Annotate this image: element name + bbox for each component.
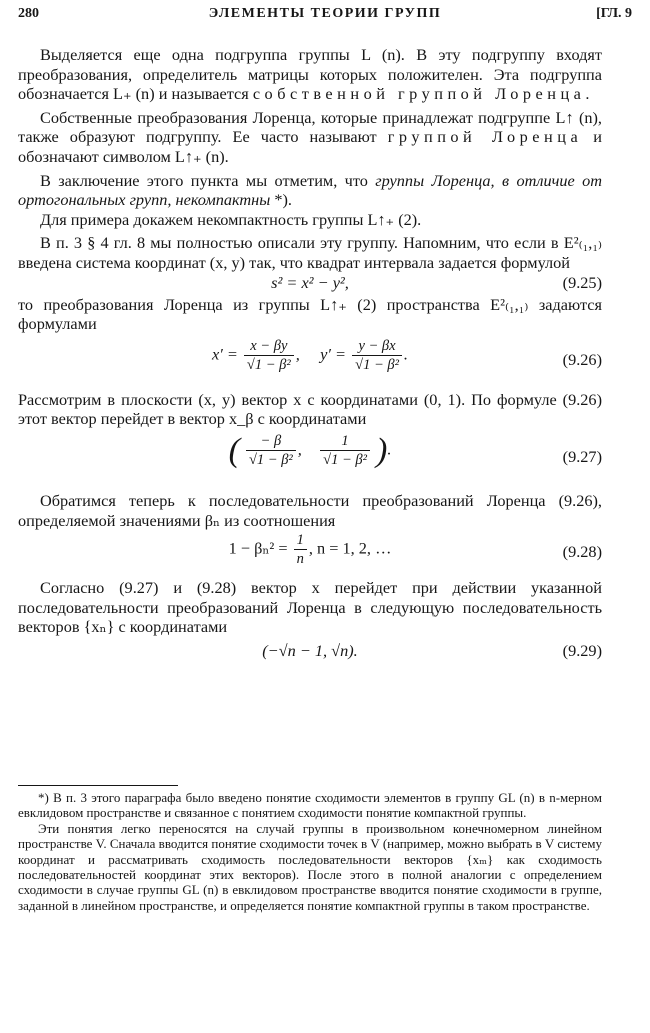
emphasis-noncompact: группы Лоренца, в отличие от ортогональных групп, некомпактны (18, 170, 602, 210)
running-header (18, 6, 632, 28)
page-number: 280 (18, 6, 39, 21)
footnote-divider (18, 785, 178, 786)
paragraph: Обратимся теперь к последовательности преобразований Лоренца (9.26), определяемой значениями βₙ из соотношения (18, 490, 602, 530)
paragraph: Выделяется еще одна подгруппа группы L (n). В эту подгруппу входят преобразования, определитель матрицы которых положителен. Эта подгруппа обозначается L₊ (n) и называется собственной группой Лоренца. (18, 45, 602, 104)
equation-number: (9.28) (562, 542, 602, 562)
footnote-ref: *). (274, 190, 292, 210)
equation-9-27: ( $\frac{- \beta}{\text{√1 − β²}}$ , $\frac{1}{\text{√1 − β²}}$ ). (9.27) (228, 432, 602, 470)
paragraph: В п. 3 § 4 гл. 8 мы полностью описали эту группу. Напомним, что если в E²₍₁,₁₎ введена система координат (x, y) так, что квадрат интервала задается формулой (18, 233, 602, 272)
equation-number: (9.25) (562, 272, 602, 292)
footnotes (18, 790, 602, 913)
equation-number: (9.29) (562, 640, 602, 660)
paragraph: Рассмотрим в плоскости (x, y) вектор x с координатами (0, 1). По формуле (9.26) этот вектор перейдет в вектор x_β с координатами (18, 389, 602, 429)
equation-9-25: s² = x² − y², (9.25) (271, 272, 602, 292)
paragraph: Согласно (9.27) и (9.28) вектор x перейдет при действии указанной последовательности преобразований Лоренца в следующую последовательность векторов {xₙ} с координатами (18, 578, 602, 637)
footnote: *) В п. 3 этого параграфа было введено понятие сходимости элементов в группу GL (n) в n-мерном евклидовом пространстве и связанное с понятием сходимости понятие компактной группы. (18, 790, 602, 821)
page-body (18, 45, 602, 665)
term-proper-lorentz-group: собственной группой Лоренца. (252, 84, 594, 104)
equation-9-26: x′ = $\frac{x - \beta y}{\text{√1 − β²}}$ , y′ = $\frac{y - \beta x}{\text{√1 − β²}}$ . (9.26) (211, 337, 602, 373)
footnote: Эти понятия легко переносятся на случай группы в произвольном конечномерном линейном пространстве V. Сначала вводится понятие сходимости точек в V (например, можно выбрать в V систему координат и рассматривать сходимость последовательности векторов {xₘ} как сходимость последовательностей координат этих векторов). После этого в полной аналогии с определением сходимости в случае группы GL (n) в евклидовом пространстве вводится понятие сходимости в группе, заданной в линейном пространстве, и определяется понятие компактной группы в таком пространстве. (18, 820, 602, 913)
paragraph: Собственные преобразования Лоренца, которые принадлежат подгруппе L↑ (n), также образуют подгруппу. Ее часто называют группой Лоренца и обозначают символом L↑₊ (n). (18, 107, 602, 166)
equation-9-28: 1 − βₙ² = $\frac{1}{n}$ , n = 1, 2, … (9.28) (228, 532, 602, 568)
chapter-label: [ГЛ. 9 (596, 6, 632, 21)
equation-number: (9.27) (562, 446, 602, 466)
paragraph: то преобразования Лоренца из группы L↑₊ (2) пространства E²₍₁,₁₎ задаются формулами (18, 294, 602, 334)
equation-9-29: (−√n − 1, √n). (9.29) (262, 640, 602, 660)
paragraph: В заключение этого пункта мы отметим, что группы Лоренца, в отличие от ортогональных групп, некомпактны *). (18, 170, 602, 210)
running-title: ЭЛЕМЕНТЫ ТЕОРИИ ГРУПП (208, 6, 442, 21)
term-lorentz-group: группой Лоренца (387, 127, 583, 147)
equation-number: (9.26) (562, 349, 602, 369)
paragraph: Для примера докажем некомпактность группы L↑₊ (2). (40, 209, 422, 229)
